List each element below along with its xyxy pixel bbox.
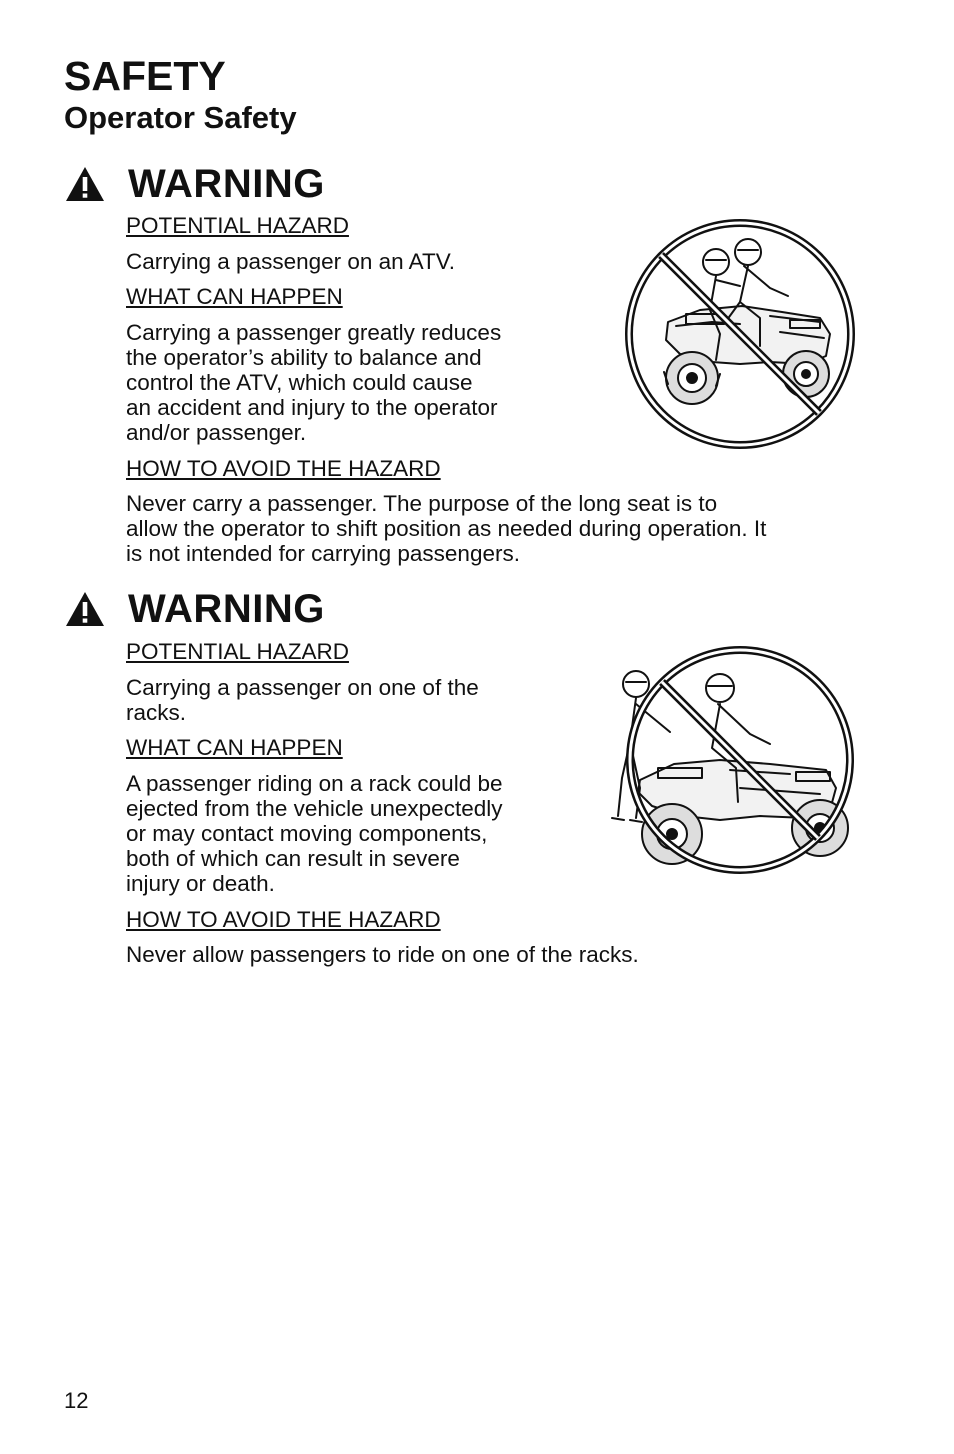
what-can-happen-label: WHAT CAN HAPPEN — [126, 284, 343, 309]
potential-hazard-label: POTENTIAL HAZARD — [126, 213, 349, 238]
potential-hazard-text: Carrying a passenger on one of the racks. — [126, 675, 479, 725]
what-can-happen-text: Carrying a passenger greatly reduces the operator’s ability to balance and control the ATV, which could cause an accident and injury to the operator and/or passenger. — [126, 320, 502, 445]
page-number: 12 — [64, 1388, 89, 1413]
warning-label: WARNING — [128, 162, 325, 206]
warning-triangle-icon — [64, 590, 106, 628]
how-to-avoid-text: Never allow passengers to ride on one of the racks. — [126, 942, 639, 967]
potential-hazard-label: POTENTIAL HAZARD — [126, 639, 349, 664]
what-can-happen-text: A passenger riding on a rack could be ejected from the vehicle unexpectedly or may contact moving components, both of which can result in severe injury or death. — [126, 771, 503, 896]
how-to-avoid-label: HOW TO AVOID THE HAZARD — [126, 456, 441, 481]
page-title: SAFETY — [64, 53, 226, 99]
no-passenger-on-seat-icon — [620, 214, 860, 454]
what-can-happen-label: WHAT CAN HAPPEN — [126, 735, 343, 760]
warning-triangle-icon — [64, 165, 106, 203]
how-to-avoid-label: HOW TO AVOID THE HAZARD — [126, 907, 441, 932]
warning-heading — [64, 589, 325, 629]
potential-hazard-text: Carrying a passenger on an ATV. — [126, 249, 455, 274]
no-passenger-on-rack-icon — [600, 638, 864, 882]
section-title: Operator Safety — [64, 100, 297, 135]
how-to-avoid-text: Never carry a passenger. The purpose of the long seat is to allow the operator to shift position as needed during operation. It is not intended for carrying passengers. — [126, 491, 767, 566]
warning-heading — [64, 164, 325, 204]
warning-label: WARNING — [128, 587, 325, 631]
